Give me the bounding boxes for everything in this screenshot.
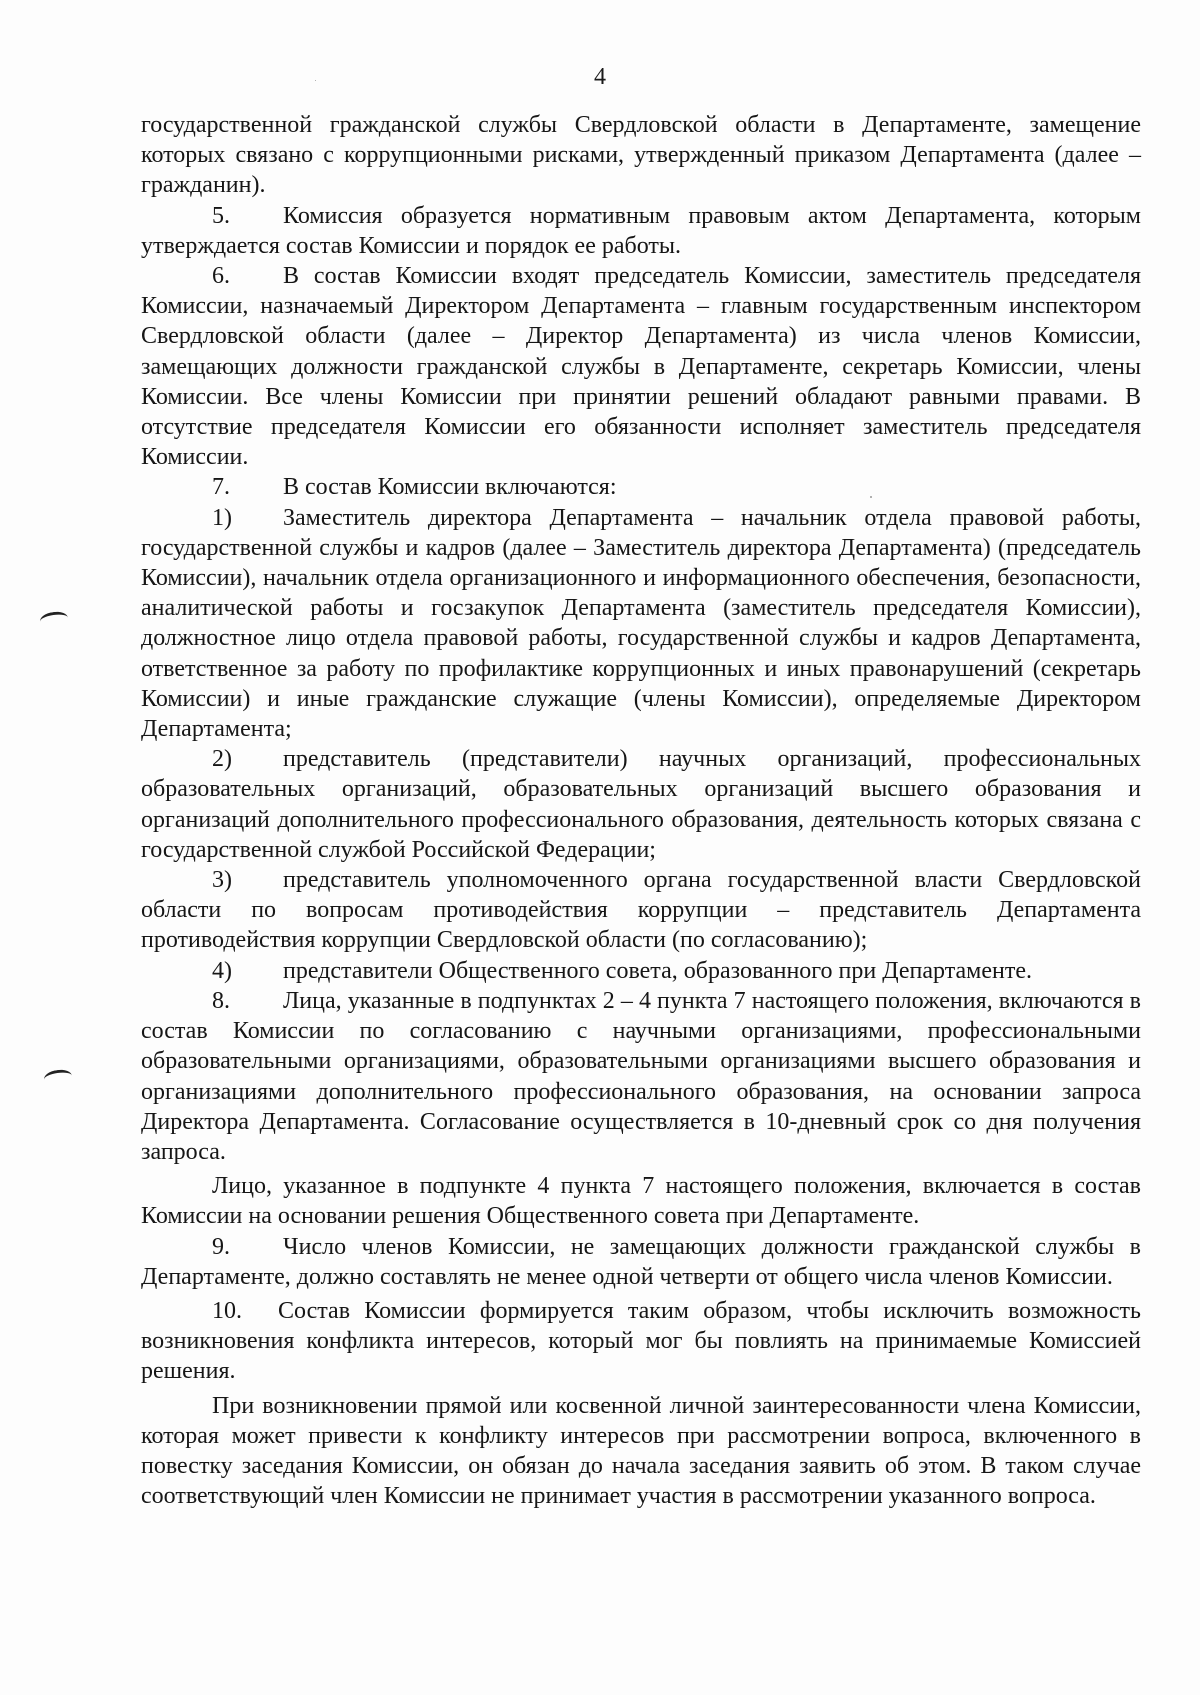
paragraph-text: При возникновении прямой или косвенной личной заинтересованности члена Комиссии, которая может привести к конфликту интересов при рассмотрении вопроса, включенного в повестку заседания Комиссии, он обязан до начала заседания заявить об этом. В таком случае соответствующий член Комиссии не принимает участия в рассмотрении указанного вопроса. (141, 1392, 1141, 1510)
paragraph-text: Лицо, указанное в подпункте 4 пункта 7 настоящего положения, включается в состав Комиссии на основании решения Общественного совета при Департаменте. (141, 1173, 1141, 1230)
item-number: 6. (212, 263, 230, 290)
paragraph-text: государственной гражданской службы Свердловской области в Департаменте, замещение которых связано с коррупционными рисками, утвержденный приказом Департамента (далее – гражданин). (141, 112, 1141, 199)
subitem-3 (141, 865, 1141, 956)
paragraph-text: Состав Комиссии формируется таким образом, чтобы исключить возможность возникновения конфликта интересов, который мог бы повлиять на принимаемые Комиссией решения. (141, 1297, 1141, 1385)
subitem-1 (141, 503, 1141, 745)
paragraph-text: В состав Комиссии входят председатель Комиссии, заместитель председателя Комиссии, назначаемый Директором Департамента – главным государственным инспектором Свердловской области (далее – Директор Департамента) из числа членов Комиссии, замещающих должности гражданской службы в Департаменте, секретарь Комиссии, члены Комиссии. Все члены Комиссии при принятии решений обладают равными правами. В отсутствие председателя Комиссии его обязанности исполняет заместитель председателя Комиссии. (141, 263, 1141, 471)
item-number: 8. (212, 987, 230, 1014)
paragraph-text: представитель (представители) научных организаций, профессиональных образовательных организаций, образовательных организаций высшего образования и организаций дополнительного профессионального образования, деятельность которых связана с государственной службой Российской Федерации; (141, 746, 1141, 863)
paragraph-item-7 (141, 472, 1141, 502)
paragraph-text: Комиссия образуется нормативным правовым актом Департамента, которым утверждается состав Комиссии и порядок ее работы. (141, 202, 1141, 259)
punch-hole-mark (39, 610, 69, 629)
item-number: 10. (212, 1297, 242, 1324)
paragraph-item-9 (141, 1232, 1141, 1292)
punch-hole-mark (43, 1068, 73, 1087)
item-number: 2) (212, 746, 232, 773)
paragraph-item-5 (141, 201, 1141, 261)
item-number: 1) (212, 504, 232, 531)
paragraph-item-8 (141, 986, 1141, 1167)
paragraph-item-8-continuation (141, 1171, 1141, 1231)
paragraph-text: представитель уполномоченного органа государственной власти Свердловской области по вопросам противодействия коррупции – представитель Департамента противодействия коррупции Свердловской области (по согласованию); (141, 867, 1141, 954)
page-number: 4 (594, 64, 606, 90)
item-number: 5. (212, 202, 230, 229)
paragraph-text: представители Общественного совета, образованного при Департаменте. (283, 957, 1032, 984)
paragraph-item-6 (141, 261, 1141, 472)
subitem-4 (141, 956, 1141, 986)
paragraph-text: Заместитель директора Департамента – начальник отдела правовой работы, государственной службы и кадров (далее – Заместитель директора Департамента) (председатель Комиссии), начальник отдела организационного и информационного обеспечения, безопасности, аналитической работы и госзакупок Департамента (заместитель председателя Комиссии), должностное лицо отдела правовой работы, государственной службы и кадров Департамента, ответственное за работу по профилактике коррупционных и иных правонарушений (секретарь Комиссии) и иные гражданские служащие (члены Комиссии), определяемые Директором Департамента; (141, 504, 1141, 743)
paragraph-item-10 (141, 1296, 1141, 1387)
item-number: 7. (212, 474, 230, 501)
item-number: 4) (212, 957, 232, 984)
subitem-2 (141, 744, 1141, 865)
item-number: 9. (212, 1233, 230, 1260)
paragraph-text: Число членов Комиссии, не замещающих должности гражданской службы в Департаменте, должно составлять не менее одной четверти от общего числа членов Комиссии. (141, 1233, 1141, 1290)
document-body (141, 110, 1141, 1511)
paragraph-text: В состав Комиссии включаются: (283, 474, 617, 501)
item-number: 3) (212, 867, 232, 894)
paragraph-item-10-continuation (141, 1391, 1141, 1512)
paragraph-continuation (141, 110, 1141, 201)
paragraph-text: Лица, указанные в подпунктах 2 – 4 пункта 7 настоящего положения, включаются в состав Комиссии по согласованию с научными организациями, профессиональными образовательными организациями, образовательными организациями высшего образования и организациями дополнительного профессионального образования, на основании запроса Директора Департамента. Согласование осуществляется в 10-дневный срок со дня получения запроса. (141, 987, 1141, 1165)
